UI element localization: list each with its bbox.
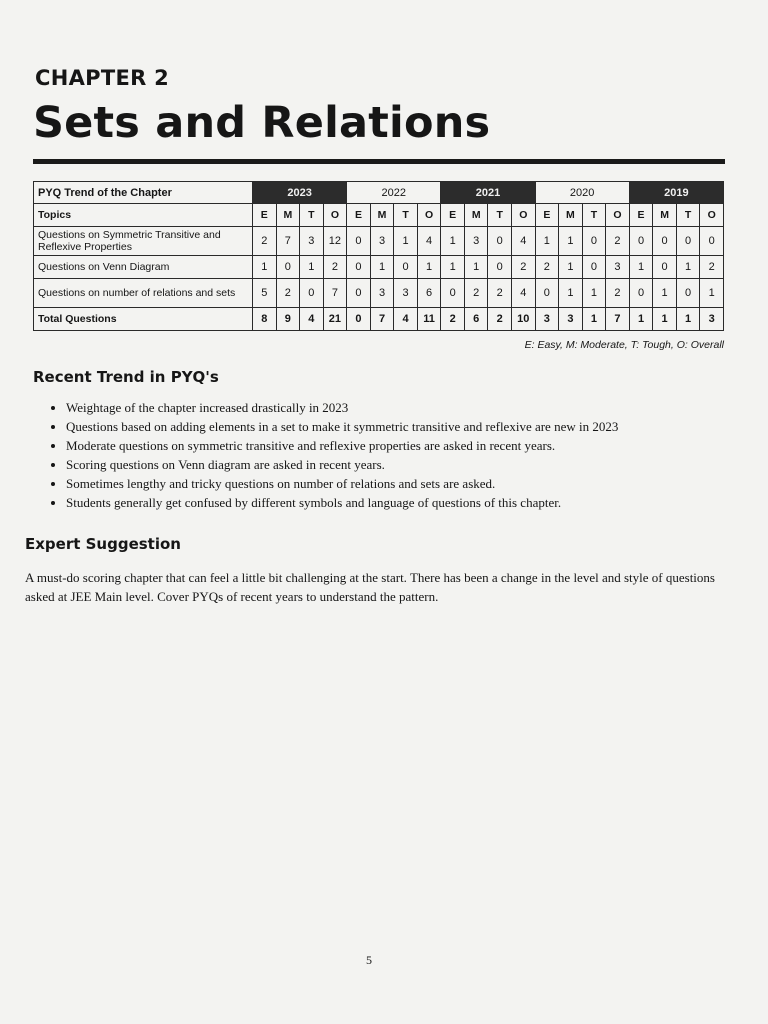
col-letter: O	[512, 204, 536, 227]
table-cell: 0	[441, 279, 465, 308]
table-cell: 0	[700, 227, 724, 256]
table-cell: 3	[370, 227, 394, 256]
table-cell: 0	[676, 227, 700, 256]
table-cell: 0	[629, 227, 653, 256]
row-topic: Questions on number of relations and sets	[34, 279, 253, 308]
col-letter: O	[417, 204, 441, 227]
list-item: Students generally get confused by different symbols and language of questions of this chapter.	[48, 493, 618, 512]
table-cell: 1	[676, 256, 700, 279]
col-letter: T	[300, 204, 324, 227]
table-cell: 1	[629, 256, 653, 279]
table-row	[34, 227, 724, 256]
table-cell: 0	[347, 256, 371, 279]
list-item: Questions based on adding elements in a set to make it symmetric transitive and reflexive are new in 2023	[48, 417, 618, 436]
col-letter: E	[347, 204, 371, 227]
table-cell: 0	[653, 256, 677, 279]
table-cell: 1	[300, 256, 324, 279]
total-cell: 1	[629, 308, 653, 331]
total-cell: 1	[582, 308, 606, 331]
col-letter: M	[464, 204, 488, 227]
total-cell: 1	[653, 308, 677, 331]
table-cell: 2	[512, 256, 536, 279]
list-item: Weightage of the chapter increased drastically in 2023	[48, 398, 618, 417]
total-cell: 1	[676, 308, 700, 331]
total-cell: 3	[535, 308, 559, 331]
list-item: Scoring questions on Venn diagram are asked in recent years.	[48, 455, 618, 474]
recent-trend-list	[48, 398, 618, 512]
col-letter: T	[394, 204, 418, 227]
table-cell: 2	[323, 256, 347, 279]
table-header-label: PYQ Trend of the Chapter	[34, 182, 253, 204]
table-cell: 0	[347, 227, 371, 256]
table-cell: 1	[653, 279, 677, 308]
table-cell: 3	[300, 227, 324, 256]
table-cell: 0	[347, 279, 371, 308]
col-letter: M	[559, 204, 583, 227]
table-cell: 2	[700, 256, 724, 279]
col-letter: T	[582, 204, 606, 227]
col-letter: T	[676, 204, 700, 227]
table-cell: 7	[276, 227, 300, 256]
total-cell: 21	[323, 308, 347, 331]
table-cell: 0	[394, 256, 418, 279]
table-cell: 7	[323, 279, 347, 308]
expert-suggestion-text: A must-do scoring chapter that can feel a little bit challenging at the start. There has been a change in the level and style of questions asked at JEE Main level. Cover PYQs of recent years to understand the pattern.	[25, 570, 715, 604]
table-cell: 3	[606, 256, 630, 279]
col-letter: T	[488, 204, 512, 227]
table-cell: 1	[700, 279, 724, 308]
table-legend: E: Easy, M: Moderate, T: Tough, O: Overall	[524, 339, 724, 351]
year-2021-header: 2021	[441, 182, 535, 204]
table-cell: 4	[512, 227, 536, 256]
table-cell: 0	[582, 227, 606, 256]
total-cell: 2	[441, 308, 465, 331]
table-cell: 1	[464, 256, 488, 279]
table-cell: 0	[300, 279, 324, 308]
expert-suggestion-heading: Expert Suggestion	[25, 535, 181, 553]
table-cell: 1	[535, 227, 559, 256]
table-cell: 2	[276, 279, 300, 308]
table-cell: 1	[417, 256, 441, 279]
year-2020-header: 2020	[535, 182, 629, 204]
list-item: Moderate questions on symmetric transitive and reflexive properties are asked in recent years.	[48, 436, 618, 455]
col-letter: M	[653, 204, 677, 227]
table-row	[34, 279, 724, 308]
table-cell: 1	[370, 256, 394, 279]
table-cell: 0	[535, 279, 559, 308]
table-cell: 1	[582, 279, 606, 308]
recent-trend-heading: Recent Trend in PYQ's	[33, 368, 219, 386]
table-cell: 1	[441, 256, 465, 279]
table-cell: 1	[441, 227, 465, 256]
total-cell: 0	[347, 308, 371, 331]
table-cell: 2	[253, 227, 277, 256]
table-cell: 2	[464, 279, 488, 308]
table-cell: 5	[253, 279, 277, 308]
row-topic: Questions on Venn Diagram	[34, 256, 253, 279]
row-topic: Questions on Symmetric Transitive and Reflexive Properties	[34, 227, 253, 256]
title-rule	[33, 159, 725, 164]
table-cell: 0	[629, 279, 653, 308]
col-letter: M	[276, 204, 300, 227]
table-cell: 2	[535, 256, 559, 279]
table-cell: 0	[582, 256, 606, 279]
chapter-label: CHAPTER 2	[35, 66, 170, 90]
year-2023-header: 2023	[253, 182, 347, 204]
total-label: Total Questions	[34, 308, 253, 331]
table-cell: 1	[253, 256, 277, 279]
col-letter: E	[629, 204, 653, 227]
table-cell: 4	[417, 227, 441, 256]
year-2019-header: 2019	[629, 182, 723, 204]
col-letter: O	[700, 204, 724, 227]
table-cell: 0	[488, 256, 512, 279]
col-letter: E	[441, 204, 465, 227]
page-number: 5	[366, 953, 372, 967]
table-cell: 3	[370, 279, 394, 308]
topics-label: Topics	[34, 204, 253, 227]
table-cell: 1	[559, 279, 583, 308]
col-letter: E	[535, 204, 559, 227]
col-letter: O	[323, 204, 347, 227]
table-cell: 2	[606, 279, 630, 308]
table-cell: 3	[464, 227, 488, 256]
table-cell: 2	[488, 279, 512, 308]
total-cell: 3	[700, 308, 724, 331]
total-cell: 4	[394, 308, 418, 331]
difficulty-letter-row	[34, 204, 724, 227]
year-header-row	[34, 182, 724, 204]
table-cell: 2	[606, 227, 630, 256]
table-cell: 0	[488, 227, 512, 256]
total-cell: 6	[464, 308, 488, 331]
total-row	[34, 308, 724, 331]
total-cell: 7	[370, 308, 394, 331]
table-cell: 0	[276, 256, 300, 279]
col-letter: E	[253, 204, 277, 227]
total-cell: 9	[276, 308, 300, 331]
table-row	[34, 256, 724, 279]
year-2022-header: 2022	[347, 182, 441, 204]
total-cell: 11	[417, 308, 441, 331]
total-cell: 3	[559, 308, 583, 331]
table-cell: 4	[512, 279, 536, 308]
total-cell: 7	[606, 308, 630, 331]
table-cell: 1	[559, 227, 583, 256]
table-cell: 6	[417, 279, 441, 308]
table-cell: 3	[394, 279, 418, 308]
chapter-title: Sets and Relations	[33, 98, 491, 148]
table-cell: 12	[323, 227, 347, 256]
total-cell: 10	[512, 308, 536, 331]
table-cell: 1	[394, 227, 418, 256]
col-letter: O	[606, 204, 630, 227]
table-cell: 1	[559, 256, 583, 279]
total-cell: 8	[253, 308, 277, 331]
list-item: Sometimes lengthy and tricky questions on number of relations and sets are asked.	[48, 474, 618, 493]
pyq-trend-table	[33, 181, 724, 331]
table-cell: 0	[653, 227, 677, 256]
col-letter: M	[370, 204, 394, 227]
table-cell: 0	[676, 279, 700, 308]
total-cell: 2	[488, 308, 512, 331]
total-cell: 4	[300, 308, 324, 331]
